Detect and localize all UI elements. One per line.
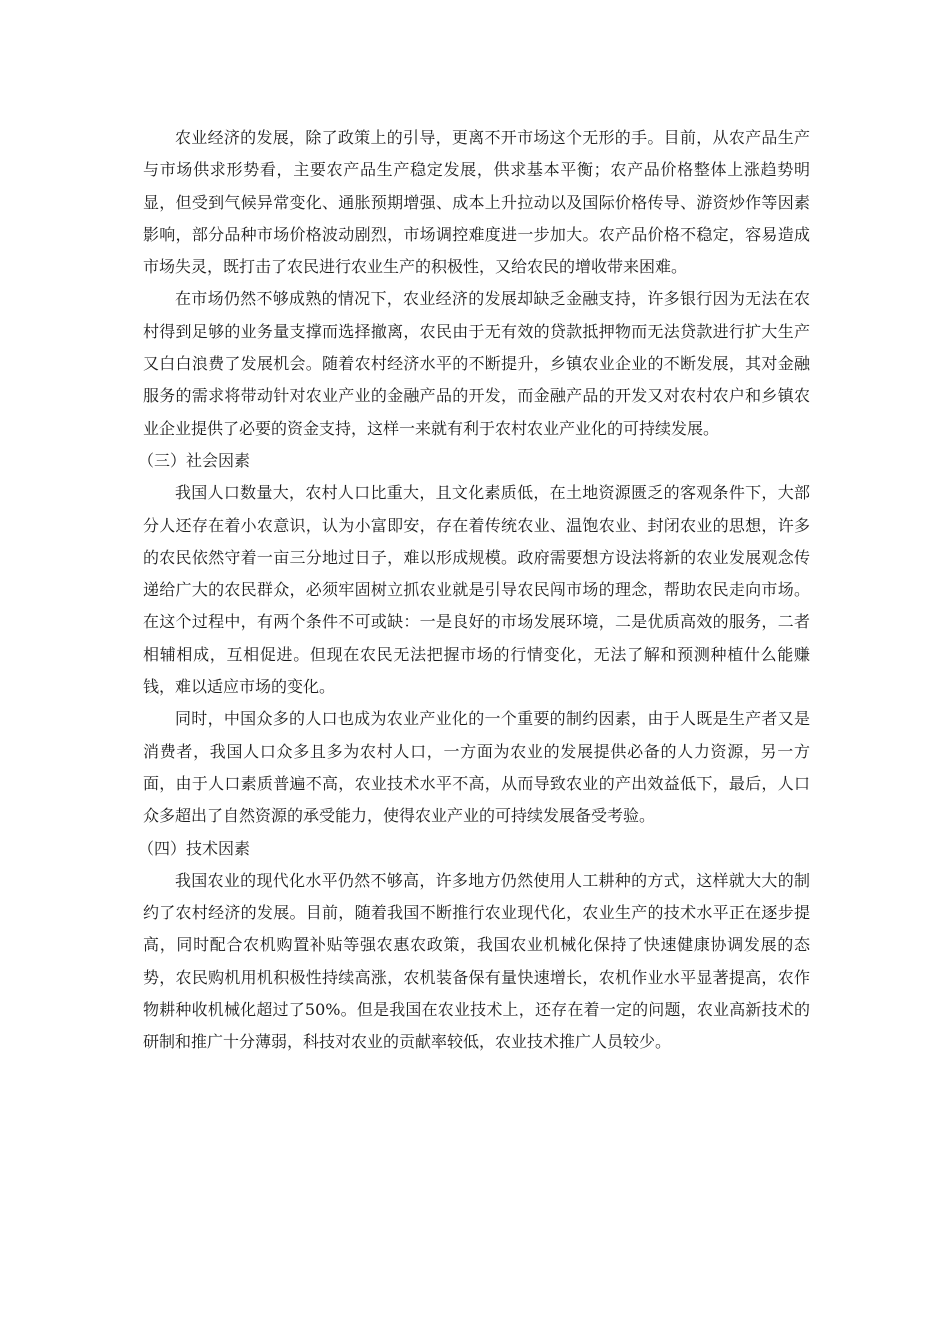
paragraph-market-factors: 农业经济的发展，除了政策上的引导，更离不开市场这个无形的手。目前，从农产品生产与市场供求形势看，主要农产品生产稳定发展，供求基本平衡；农产品价格整体上涨趋势明显，但受到气候异常变化、通胀预期增强、成本上升拉动以及国际价格传导、游资炒作等因素影响，部分品种市场价格波动剧烈，市场调控难度进一步加大。农产品价格不稳定，容易造成市场失灵，既打击了农民进行农业生产的积极性，又给农民的增收带来困难。 <box>143 128 810 277</box>
paragraph-population-awareness: 我国人口数量大，农村人口比重大，且文化素质低，在土地资源匮乏的客观条件下，大部分人还存在着小农意识，认为小富即安，存在着传统农业、温饱农业、封闭农业的思想，许多的农民依然守着一亩三分地过日子，难以形成规模。政府需要想方设法将新的农业发展观念传递给广大的农民群众，必须牢固树立抓农业就是引导农民闯市场的理念，帮助农民走向市场。在这个过程中，有两个条件不可或缺：一是良好的市场发展环境，二是优质高效的服务，二者相辅相成，互相促进。但现在农民无法把握市场的行情变化，无法了解和预测种植什么能赚钱，难以适应市场的变化。 <box>143 483 810 697</box>
paragraph-population-constraint: 同时，中国众多的人口也成为农业产业化的一个重要的制约因素，由于人既是生产者又是消费者，我国人口众多且多为农村人口，一方面为农业的发展提供必备的人力资源，另一方面，由于人口素质普遍不高，农业技术水平不高，从而导致农业的产出效益低下，最后，人口众多超出了自然资源的承受能力，使得农业产业的可持续发展备受考验。 <box>143 709 810 826</box>
section-heading-social-factors: （三）社会因素 <box>138 450 251 470</box>
paragraph-finance-support: 在市场仍然不够成熟的情况下，农业经济的发展却缺乏金融支持，许多银行因为无法在农村得到足够的业务量支撑而选择撤离，农民由于无有效的贷款抵押物而无法贷款进行扩大生产又白白浪费了发展机会。随着农村经济水平的不断提升，乡镇农业企业的不断发展，其对金融服务的需求将带动针对农业产业的金融产品的开发，而金融产品的开发又对农村农户和乡镇农业企业提供了必要的资金支持，这样一来就有利于农村农业产业化的可持续发展。 <box>143 289 810 438</box>
paragraph-technology-level: 我国农业的现代化水平仍然不够高，许多地方仍然使用人工耕种的方式，这样就大大的制约了农村经济的发展。目前，随着我国不断推行农业现代化，农业生产的技术水平正在逐步提高，同时配合农机购置补贴等强农惠农政策，我国农业机械化保持了快速健康协调发展的态势，农民购机用机积极性持续高涨，农机装备保有量快速增长，农机作业水平显著提高，农作物耕种收机械化超过了50%。但是我国在农业技术上，还存在着一定的问题，农业高新技术的研制和推广十分薄弱，科技对农业的贡献率较低，农业技术推广人员较少。 <box>143 870 810 1052</box>
section-heading-technology-factors: （四）技术因素 <box>138 838 251 858</box>
document-body <box>138 122 810 1059</box>
